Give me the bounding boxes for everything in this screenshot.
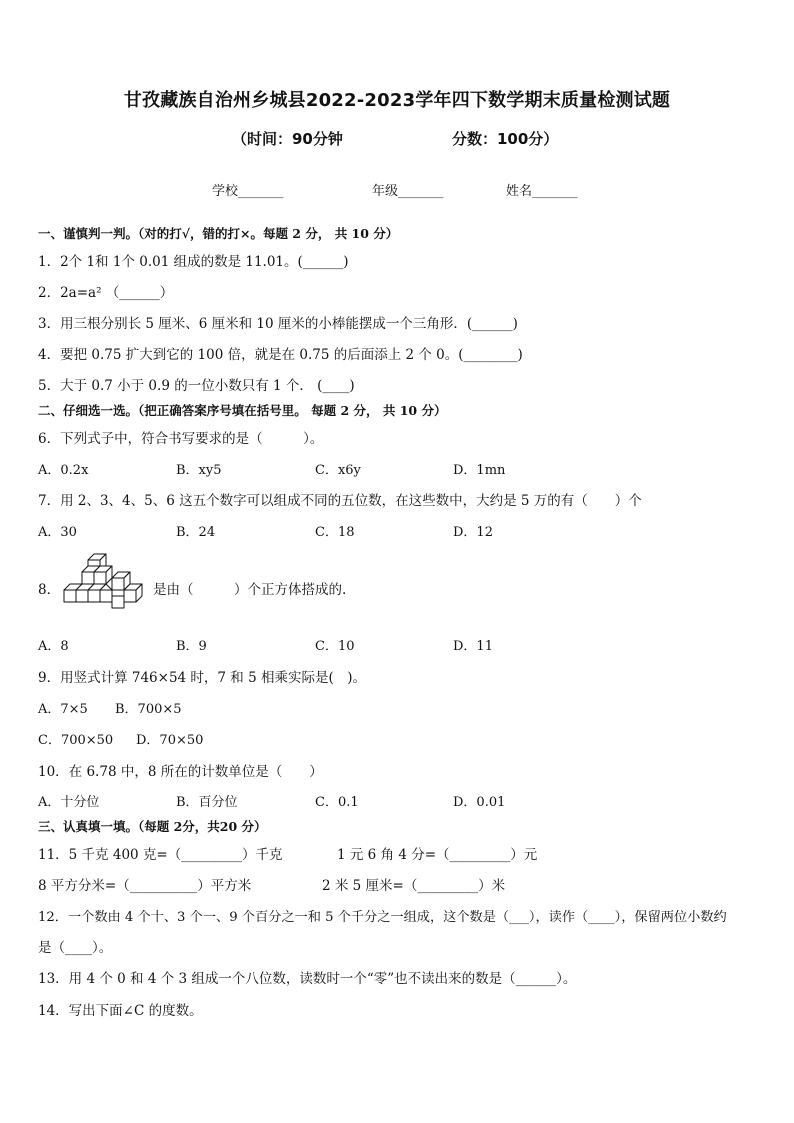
time-label: （时间：90分钟 [232, 130, 343, 148]
question-11d: 2 米 5 厘米=（_________）米 [322, 878, 506, 894]
question-3: 3．用三根分别长 5 厘米、6 厘米和 10 厘米的小棒能摆成一个三角形．(______) [38, 316, 518, 332]
score-label: 分数：100分） [452, 130, 559, 148]
question-14: 14．写出下面∠C 的度数。 [38, 1003, 203, 1019]
school-field: 学校_______ [212, 184, 284, 199]
q10-option-c: C．0.1 [315, 795, 359, 810]
q6-option-d: D．1mn [453, 463, 506, 478]
q7-option-c: C．18 [315, 525, 355, 540]
cube-bottom-row [64, 584, 142, 608]
question-11a: 11．5 千克 400 克=（_________）千克 [38, 847, 283, 863]
q9-option-b: B．700×5 [115, 702, 182, 717]
question-12-line-1: 12．一个数由 4 个十、3 个一、9 个百分之一和 5 个千分之一组成，这个数是（___），读作（____），保留两位小数约 [38, 910, 727, 925]
question-11c: 8 平方分米=（__________）平方米 [38, 878, 252, 894]
q7-option-d: D．12 [453, 525, 493, 540]
q6-option-c: C．x6y [315, 463, 361, 478]
q6-option-b: B．xy5 [176, 463, 222, 478]
question-2: 2．2a=a² （______） [38, 285, 174, 301]
q9-option-a: A．7×5 [38, 702, 88, 717]
question-6: 6．下列式子中，符合书写要求的是（ ）。 [38, 431, 324, 447]
question-4: 4．要把 0.75 扩大到它的 100 倍，就是在 0.75 的后面添上 2 个 0。(________) [38, 347, 523, 363]
q10-option-a: A．十分位 [38, 795, 100, 810]
cube-level-2b [94, 566, 112, 584]
question-13: 13．用 4 个 0 和 4 个 3 组成一个八位数，读数时一个“零”也不读出来的数是（______）。 [38, 971, 577, 987]
question-1: 1．2个 1和 1个 0.01 组成的数是 11.01。(______) [38, 254, 349, 270]
section-2-heading: 二、仔细选一选。（把正确答案序号填在括号里。 每题 2 分， 共 10 分） [38, 403, 447, 418]
q8-option-a: A．8 [38, 639, 69, 654]
question-8: 是由（ ）个正方体搭成的. [153, 582, 347, 598]
name-field: 姓名_______ [506, 184, 578, 199]
q8-option-d: D．11 [453, 639, 493, 654]
grade-field: 年级_______ [372, 184, 444, 199]
question-5: 5．大于 0.7 小于 0.9 的一位小数只有 1 个． (____) [38, 378, 355, 394]
question-12-line-2: 是（____）。 [38, 940, 113, 956]
cube-stack-figure [58, 548, 148, 614]
question-7: 7．用 2、3、4、5、6 这五个数字可以组成不同的五位数，在这些数中，大约是 5 万的有（ ）个 [38, 493, 642, 509]
section-3-heading: 三、认真填一填。（每题 2分，共20 分） [38, 819, 267, 834]
q6-option-a: A．0.2x [38, 463, 89, 478]
question-11b: 1 元 6 角 4 分=（_________）元 [337, 847, 538, 863]
q8-option-c: C．10 [315, 639, 355, 654]
q10-option-d: D．0.01 [453, 795, 506, 810]
question-9: 9．用竖式计算 746×54 时，7 和 5 相乘实际是( )。 [38, 670, 367, 686]
section-1-heading: 一、谨慎判一判。（对的打√，错的打×。每题 2 分， 共 10 分） [38, 226, 399, 241]
q8-option-b: B．9 [176, 639, 207, 654]
question-8-number: 8． [38, 582, 61, 598]
q9-option-d: D．70×50 [136, 733, 204, 748]
question-10: 10．在 6.78 中，8 所在的计数单位是（ ） [38, 764, 323, 780]
page-title: 甘孜藏族自治州乡城县2022-2023学年四下数学期末质量检测试题 [123, 90, 671, 111]
q10-option-b: B．百分位 [176, 795, 238, 810]
q9-option-c: C．700×50 [38, 733, 114, 748]
q7-option-a: A．30 [38, 525, 77, 540]
q7-option-b: B．24 [176, 525, 216, 540]
